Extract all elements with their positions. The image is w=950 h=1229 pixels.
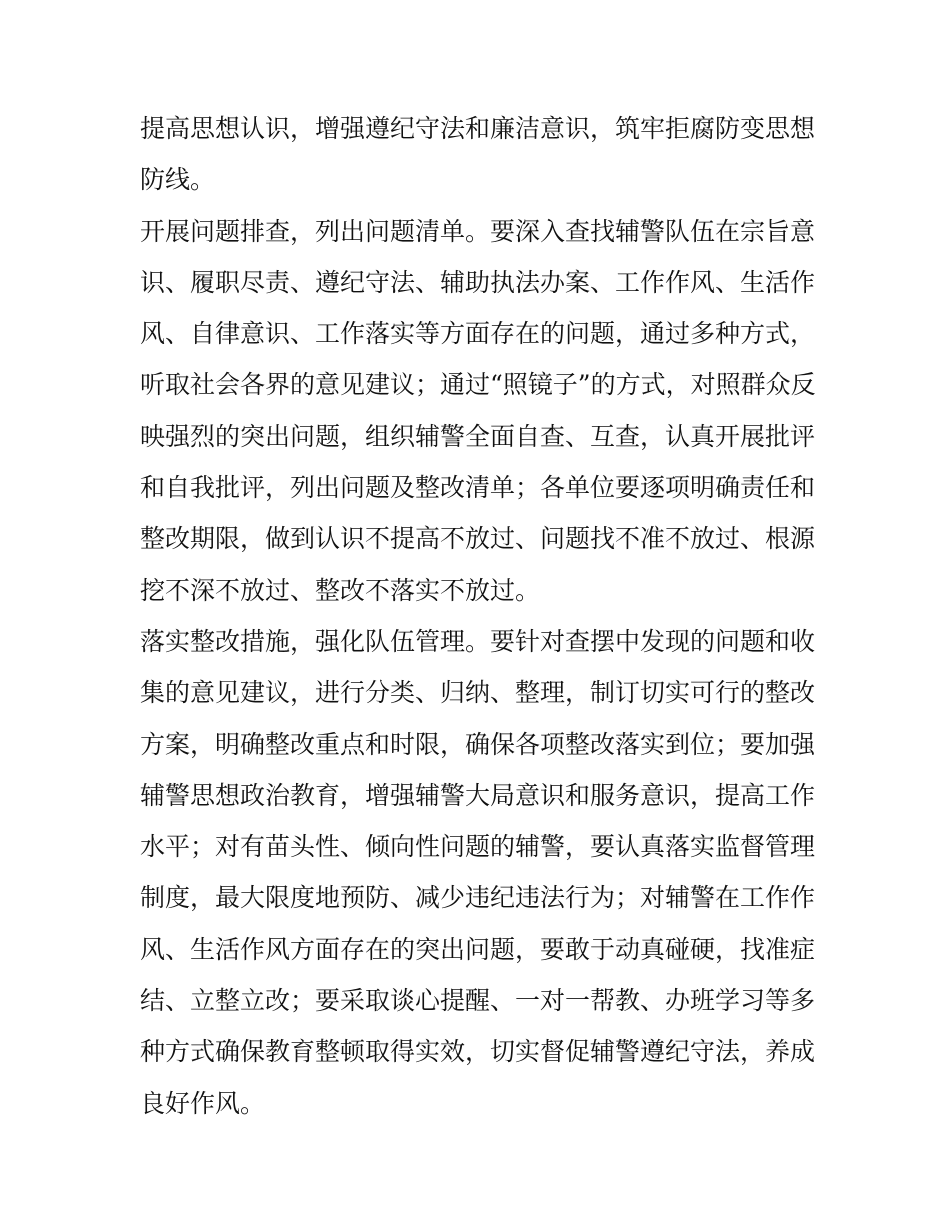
text-line: 辅警思想政治教育，增强辅警大局意识和服务意识，提高工作 xyxy=(140,780,816,810)
paragraph-1 xyxy=(140,103,820,206)
text-line: 听取社会各界的意见建议；通过“照镜子”的方式，对照群众反 xyxy=(140,370,816,400)
text-line: 挖不深不放过、整改不落实不放过。 xyxy=(140,575,541,605)
text-line: 集的意见建议，进行分类、归纳、整理，制订切实可行的整改 xyxy=(140,678,816,708)
text-line: 水平；对有苗头性、倾向性问题的辅警，要认真落实监督管理 xyxy=(140,832,816,862)
text-line: 方案，明确整改重点和时限，确保各项整改落实到位；要加强 xyxy=(140,729,816,759)
text-line: 整改期限，做到认识不提高不放过、问题找不准不放过、根源 xyxy=(140,524,816,554)
text-line: 防线。 xyxy=(140,165,216,195)
text-line: 种方式确保教育整顿取得实效，切实督促辅警遵纪守法，养成 xyxy=(140,1037,816,1067)
text-line: 良好作风。 xyxy=(140,1088,266,1118)
text-line: 识、履职尽责、遵纪守法、辅助执法办案、工作作风、生活作 xyxy=(140,267,816,297)
text-line: 结、立整立改；要采取谈心提醒、一对一帮教、办班学习等多 xyxy=(140,986,816,1016)
text-line: 开展问题排查，列出问题清单。要深入查找辅警队伍在宗旨意 xyxy=(140,216,816,246)
text-line: 和自我批评，列出问题及整改清单；各单位要逐项明确责任和 xyxy=(140,473,816,503)
document-body xyxy=(140,103,820,1129)
text-line: 风、自律意识、工作落实等方面存在的问题，通过多种方式， xyxy=(140,319,816,349)
text-line: 制度，最大限度地预防、减少违纪违法行为；对辅警在工作作 xyxy=(140,883,816,913)
text-line: 提高思想认识，增强遵纪守法和廉洁意识，筑牢拒腐防变思想 xyxy=(140,114,816,143)
text-line: 风、生活作风方面存在的突出问题，要敢于动真碰硬，找准症 xyxy=(140,934,816,964)
paragraph-2 xyxy=(140,206,820,616)
text-line: 落实整改措施，强化队伍管理。要针对查摆中发现的问题和收 xyxy=(140,626,816,656)
text-line: 映强烈的突出问题，组织辅警全面自查、互查，认真开展批评 xyxy=(140,421,816,451)
paragraph-3 xyxy=(140,616,820,1129)
